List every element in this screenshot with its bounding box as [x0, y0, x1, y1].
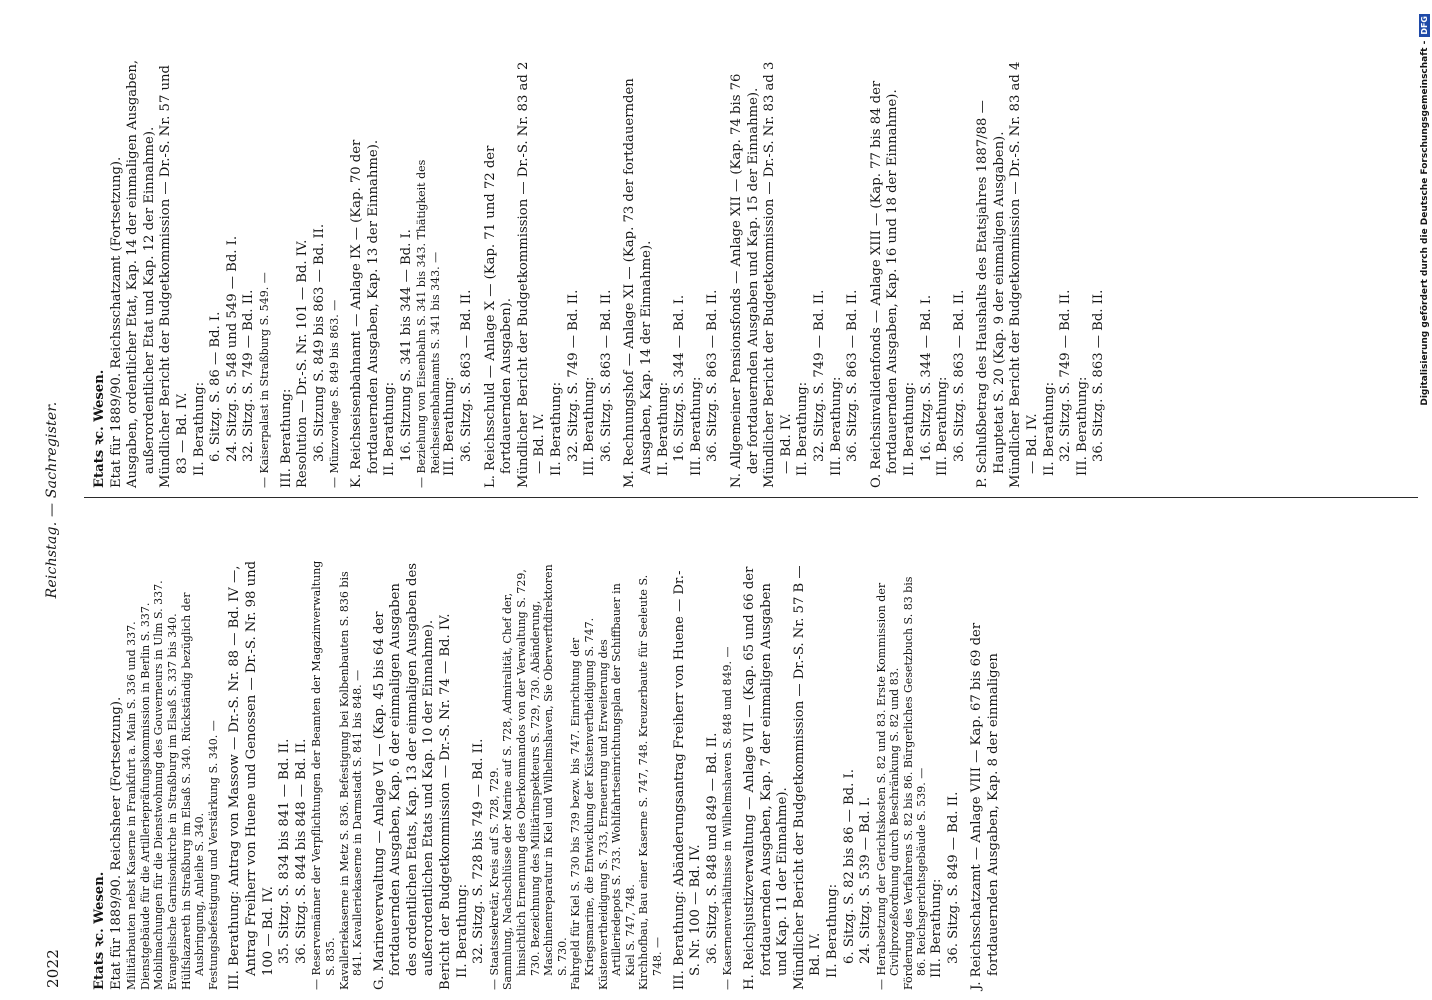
register-entry: Ausgaben, ordentlicher Etat, Kap. 14 der einmaligen Ausgaben, außerordentlicher Etat und Kap. 12 der Einnahme). — [125, 59, 157, 488]
register-entry: L. Reichsschuld — Anlage X — (Kap. 71 und 72 der fortdauernden Ausgaben). — [482, 145, 515, 488]
register-entry: 36. Sitzg. S. 849 — Bd. II. — [945, 791, 961, 964]
register-entry: Küstenvertheidigung S. 733, Erneuerung und Erweiterung des Artilleriedepots S. 733. Wohlfahrtseinrichtungsplan der Schiffbauer in Kiel S. 747, 748. — [596, 583, 637, 990]
register-entry: Etat für 1889/90. Reichsschatzamt (Fortsetzung). — [108, 156, 124, 488]
register-entry: — Beziehung von Eisenbahn S. 341 bis 343. Thätigkeit des Reichseisenbahnamts S. 341 bis 343. — — [415, 159, 442, 488]
digitization-notice-text: Digitalisierung gefördert durch die Deutsche Forschungsgemeinschaft - — [1420, 40, 1430, 406]
register-entry: Dienstgebäude für die Artilleriepräfungskommission in Berlin S. 337. — [138, 602, 152, 990]
register-entry: Etat für 1889/90. Reichsheer (Fortsetzung). — [108, 696, 124, 990]
register-entry: Resolution — Dr.-S. Nr. 101 — Bd. IV. — [295, 239, 311, 488]
register-entry: II. Berathung: — [1041, 381, 1057, 476]
running-title: Reichstag. — Sachregister. — [44, 401, 60, 599]
left-column — [92, 558, 1432, 990]
register-entry: Kirchhofbau, Bau einer Kaserne S. 747, 748. Kreuzerbaute für Seeleute S. 748. — — [637, 574, 664, 990]
register-entry: G. Marineverwaltung — Anlage VI — (Kap. 45 bis 64 der fortdauernden Ausgaben, Kap. 6 der einmaligen Ausgaben des ordentlichen Etats, Kap. 13 der einmaligen Ausgaben des außerordentlichen Etats und Kap. 10 der Einnahme). — [371, 562, 437, 990]
register-entry: Förderung des Verfahrens S. 82 bis 86. Bürgerliches Gesetzbuch S. 83 bis 86. Reichsgerichtsgebäude S. 539. — — [901, 576, 929, 990]
register-entry: Sammlung, Nachschlüsse der Marine auf S. 728, Admiralität, Chef der, hinsichtlich Ernennung des Oberkommandos von der Verwaltung S. 729, 730. Bezeichnung des Militärinspekteurs S. 729, 730. Abänderung, Maschinenreparatur in Kiel und Wilhelmshaven, Sie Oberwerftdirektoren S. 730. — [501, 564, 569, 990]
register-entry: H. Reichsjustizverwaltung — Anlage VII — (Kap. 65 und 66 der fortdauernden Ausgaben, Kap. 7 der einmaligen Ausgaben und Kap. 11 der Einnahme). — [741, 566, 791, 990]
register-entry: II. Berathung: — [655, 381, 671, 476]
register-entry: — Staatssekretär, Kreis auf S. 728, 729. — [487, 767, 501, 990]
register-entry: Kavalleriekaserne in Metz S. 836. Befestigung bei Kolbenbauten S. 836 bis 841. Kavalleriekaserne in Darmstadt S. 841 bis 848. — — [337, 571, 365, 990]
section-heading: Etats ꝛc. Wesen. — [92, 369, 107, 488]
register-entry: Mündlicher Bericht der Budgetkommission — Dr.-S. Nr. 83 ad 3 — Bd. IV. — [762, 61, 794, 488]
register-entry: 16. Sitzg. S. 344 — Bd. I. — [672, 294, 688, 462]
register-entry: III. Berathung: — [582, 376, 598, 476]
register-entry: Evangelische Garnisonkirche in Straßburg im Elsaß S. 337 bis 340. — [165, 613, 179, 990]
register-entry: Militärbauten nebst Kaserne in Frankfurt a. Main S. 336 und 337. — [125, 621, 139, 990]
register-entry: III. Berathung: — [278, 388, 294, 488]
register-entry: 36. Sitzg. S. 863 — Bd. II. — [705, 289, 721, 462]
right-column — [92, 56, 1432, 488]
register-entry: 36. Sitzg. S. 863 — Bd. II. — [1091, 289, 1107, 462]
register-entry: Mündlicher Bericht der Budgetkommission — Dr.-S. Nr. 57 B — Bd. IV. — [791, 565, 824, 990]
register-entry: III. Berathung: — [442, 376, 458, 476]
register-entry: Mobilmachungen für die Dienstwohnung des Gouverneurs in Ulm S. 337. — [152, 580, 166, 990]
register-entry: Mündlicher Bericht der Budgetkommission — Dr.-S. Nr. 83 ad 4 — Bd. IV. — [1008, 61, 1041, 488]
register-entry: II. Berathung: — [382, 381, 398, 476]
register-entry: 32. Sitzg. S. 749 — Bd. II. — [811, 289, 827, 462]
register-entry: II. Berathung: — [824, 883, 840, 978]
register-entry: K. Reichseisenbahnamt — Anlage IX — (Kap. 70 der fortdauernden Ausgaben, Kap. 13 der Einnahme). — [348, 139, 381, 488]
register-entry: II. Berathung: — [549, 381, 565, 476]
register-entry: Mündlicher Bericht der Budgetkommission — Dr.-S. Nr. 57 und 83 — Bd. IV. — [158, 65, 190, 488]
register-entry: 36. Sitzg. S. 844 bis 848 — Bd. II. — [293, 738, 309, 964]
register-entry: — Münzvorlage S. 849 bis 863. — — [328, 299, 342, 488]
running-header — [44, 0, 70, 1000]
register-entry: III. Berathung: — [828, 376, 844, 476]
register-entry: — Reservemänner der Verpflichtungen der Beamten der Magazinverwaltung S. 835. — [310, 560, 337, 990]
register-entry: II. Berathung: — [454, 883, 470, 978]
dfg-logo: DFG — [1420, 16, 1429, 35]
register-entry: M. Rechnungshof — Anlage XI — (Kap. 73 der fortdauernden Ausgaben, Kap. 14 der Einnahme). — [622, 78, 654, 488]
register-entry: 16. Sitzg. S. 344 — Bd. I. — [918, 294, 934, 462]
register-entry: 24. Sitzg. S. 548 und 549 — Bd. I. — [224, 235, 240, 462]
register-entry: P. Schlußbetrag des Haushalts des Etatsjahres 1887/88 — Hauptetat S. 20 (Kap. 9 der einmaligen Ausgaben). — [975, 100, 1007, 488]
page-number: 2022 — [44, 949, 62, 988]
register-entry: Hülfslazareth in Straßburg im Elsaß S. 340. Rückständig bezüglich der Ausbringung, Anleihe S. 340. — [179, 592, 207, 990]
register-entry: II. Berathung: — [901, 381, 917, 476]
register-entry: 36. Sitzg. S. 848 und 849 — Bd. II. — [704, 732, 720, 964]
register-entry: 24. Sitzg. S. 539 — Bd. I. — [858, 796, 874, 964]
section-heading: Etats ꝛc. Wesen. — [92, 871, 107, 990]
register-entry: Fahrgeld für Kiel S. 730 bis 739 bezw. bis 747. Einrichtung der Kriegsmarine, die Entwicklung der Küstenvertheidigung S. 747. — [569, 617, 596, 990]
register-entry: 36. Sitzg. S. 863 — Bd. II. — [951, 289, 967, 462]
register-entry: 32. Sitzg. S. 728 bis 749 — Bd. II. — [471, 738, 487, 964]
register-entry: 36. Sitzg. S. 863 — Bd. II. — [845, 289, 861, 462]
register-entry: — Herabsetzung der Gerichtskosten S. 82 und 83. Erste Kommission der Civilprozeßordnung durch Beschränkung S. 82 und 83. — [874, 582, 902, 990]
register-entry: 32. Sitzg. S. 749 — Bd. II. — [565, 289, 581, 462]
register-entry: III. Berathung: Antrag von Massow — Dr.-S. Nr. 88 — Bd. IV —, Antrag Freiherr von Huene und Genossen — Dr.-S. Nr. 98 und 100 — Bd. IV. — [227, 560, 276, 990]
register-entry: III. Berathung: — [935, 376, 951, 476]
register-entry: O. Reichsinvalidenfonds — Anlage XIII — (Kap. 77 bis 84 der fortdauernden Ausgaben, Kap. 16 und 18 der Einnahme). — [868, 80, 901, 488]
register-entry: 32. Sitzg. S. 749 — Bd. II. — [1058, 289, 1074, 462]
column-divider — [84, 497, 1424, 498]
register-entry: — Kaiserpalast in Straßburg S. 549. — — [257, 272, 271, 488]
register-entry: Bericht der Budgetkommission — Dr.-S. Nr. 74 — Bd. IV. — [438, 613, 454, 990]
register-entry: III. Berathung: — [1074, 376, 1090, 476]
register-entry: II. Berathung: — [795, 381, 811, 476]
register-entry: N. Allgemeiner Pensionsfonds — Anlage XII — (Kap. 74 bis 76 der fortdauernden Ausgaben und Kap. 15 der Einnahme). — [728, 73, 761, 488]
register-entry: Mündlicher Bericht der Budgetkommission — Dr.-S. Nr. 83 ad 2 — Bd. IV. — [515, 61, 548, 488]
digitization-notice — [1418, 0, 1432, 1000]
register-entry: 35. Sitzg. S. 834 bis 841 — Bd. II. — [277, 738, 293, 964]
register-entry: 36. Sitzg. S. 863 — Bd. II. — [598, 289, 614, 462]
register-entry: 32. Sitzg. S. 749 — Bd. II. — [241, 289, 257, 462]
register-entry: 36. Sitzung S. 849 bis 863 — Bd. II. — [311, 223, 327, 462]
register-entry: 6. Sitzg. S. 82 bis 86 — Bd. I. — [841, 769, 857, 964]
register-entry: III. Berathung: Abänderungsantrag Freiherr von Huene — Dr.-S. Nr. 100 — Bd. IV. — [671, 570, 704, 990]
register-entry: — Kasernenverhältnisse in Wilhelmshaven S. 848 und 849. — — [721, 646, 735, 990]
register-entry: 6. Sitzg. S. 86 — Bd. I. — [208, 311, 224, 462]
register-entry: J. Reichsschatzamt — Anlage VIII — Kap. 67 bis 69 der fortdauernden Ausgaben, Kap. 8 der einmaligen — [969, 622, 1001, 990]
register-entry: III. Berathung: — [929, 878, 945, 978]
register-entry: II. Berathung: — [191, 381, 207, 476]
register-entry: 16. Sitzung S. 341 bis 344 — Bd. I. — [398, 229, 414, 462]
register-entry: Festungsbefestigung und Verstärkung S. 340. — — [206, 720, 220, 990]
register-entry: III. Berathung: — [688, 376, 704, 476]
register-entry: 36. Sitzg. S. 863 — Bd. II. — [459, 289, 475, 462]
